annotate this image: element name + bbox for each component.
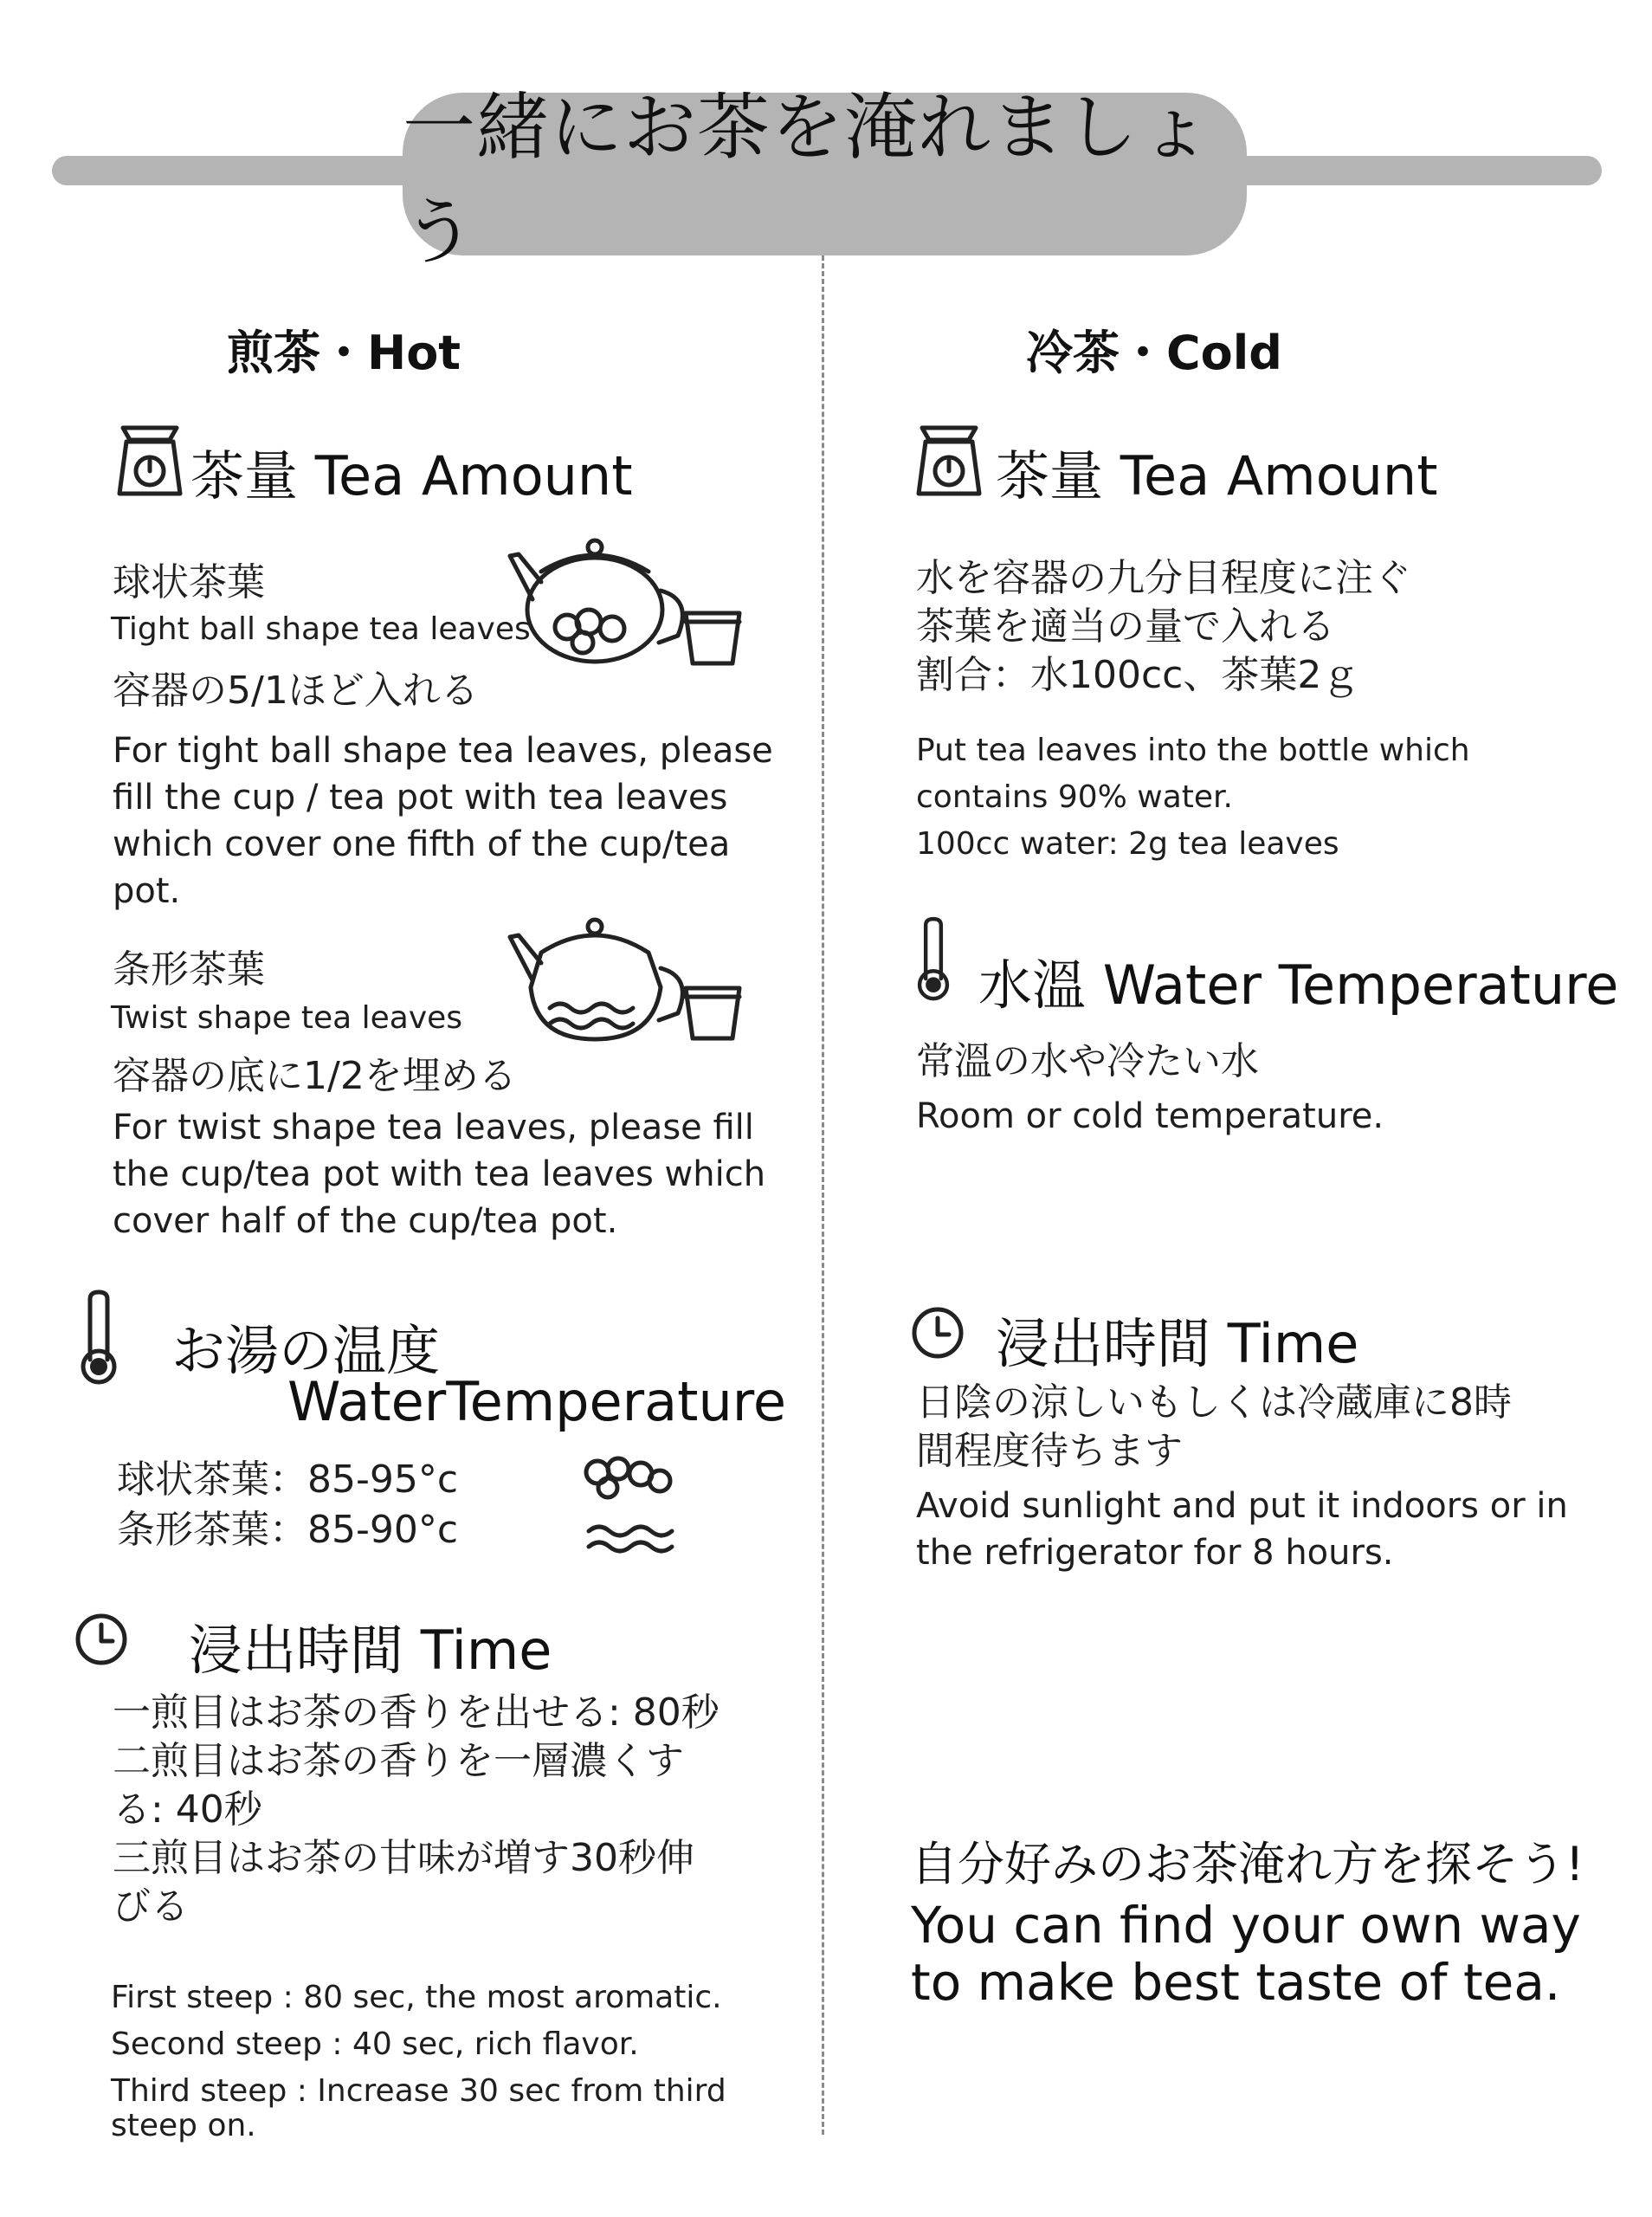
text-line: to make best taste of tea. (911, 1953, 1561, 2012)
text-line: contains 90% water. (916, 779, 1233, 815)
text-line: 割合：水100cc、茶葉2ｇ (916, 653, 1360, 697)
cold-time-en (916, 1483, 1568, 1576)
hot-twist-en-name: Twist shape tea leaves (111, 1000, 463, 1036)
text-line: Second steep : 40 sec, rich flavor. (111, 2026, 639, 2062)
waves-icon (585, 1521, 681, 1555)
hot-ball-jp-name: 球状茶葉 (113, 560, 265, 604)
hot-time-title: 浸出時間 Time (189, 1619, 552, 1682)
text-line: which cover one fifth of the cup/tea (113, 824, 731, 864)
text-line: steep on. (111, 2108, 256, 2143)
column-divider (822, 255, 824, 2135)
teapot-icon (507, 901, 693, 1048)
scale-icon (114, 423, 185, 497)
closing-jp: 自分好みのお茶淹れ方を探そう! (911, 1837, 1584, 1891)
closing-en (911, 1897, 1581, 2011)
tea-balls-icon (582, 1457, 677, 1500)
text-line: る: 40秒 (113, 1787, 262, 1832)
hot-ball-jp-instruction: 容器の5/1ほど入れる (113, 669, 479, 713)
text-line: Put tea leaves into the bottle which (916, 733, 1470, 768)
thermometer-icon (76, 1290, 121, 1386)
hot-ball-en-instruction (113, 727, 773, 915)
text-line: 間程度待ちます (916, 1429, 1183, 1473)
cold-tea-amount-title: 茶量 Tea Amount (996, 444, 1438, 507)
hot-time-jp (113, 1689, 720, 1931)
text-line: 茶葉を適当の量で入れる (916, 604, 1335, 649)
text-line: You can find your own way (911, 1896, 1581, 1955)
text-line: the refrigerator for 8 hours. (916, 1533, 1394, 1573)
page-title-text: 一緒にお茶を淹れましょう (403, 85, 1213, 275)
cold-water-temp-en: Room or cold temperature. (916, 1096, 1384, 1136)
banner-line-left (52, 156, 424, 185)
hot-twist-en-instruction (113, 1104, 765, 1244)
banner-line-right (1221, 156, 1602, 185)
hot-twist-jp-name: 条形茶葉 (113, 947, 265, 992)
text-line: 二煎目はお茶の香りを一層濃くす (113, 1739, 684, 1783)
teapot-icon (507, 530, 693, 669)
clock-icon (74, 1613, 128, 1666)
hot-ball-temp: 球状茶葉：85-95°c (117, 1458, 459, 1502)
page-title (403, 85, 1247, 275)
cold-time-title: 浸出時間 Time (996, 1312, 1359, 1375)
text-line: びる (113, 1884, 189, 1929)
hot-heading: 煎茶・Hot (227, 326, 461, 380)
hot-tea-amount-title: 茶量 Tea Amount (190, 444, 633, 507)
hot-twist-jp-instruction: 容器の底に1/2を埋める (113, 1054, 517, 1098)
text-line: Avoid sunlight and put it indoors or in (916, 1486, 1568, 1526)
hot-water-temp-title-jp: お湯の温度 (171, 1319, 441, 1382)
text-line: pot. (113, 871, 181, 911)
scale-icon (913, 423, 984, 497)
text-line: For twist shape tea leaves, please fill (113, 1108, 754, 1147)
cold-water-temp-jp: 常溫の水や冷たい水 (916, 1039, 1259, 1083)
clock-icon (911, 1306, 965, 1360)
text-line: 日陰の涼しいもしくは冷蔵庫に8時 (916, 1380, 1512, 1425)
cold-heading: 冷茶・Cold (1026, 326, 1282, 380)
hot-water-temp-title-en: WaterTemperature (287, 1370, 787, 1433)
text-line: 100cc water: 2g tea leaves (916, 826, 1339, 862)
hot-time-en (111, 1975, 726, 2149)
cold-water-temp-title: 水溫 Water Temperature (978, 953, 1619, 1017)
hot-twist-temp: 条形茶葉：85-90°c (117, 1508, 459, 1552)
text-line: cover half of the cup/tea pot. (113, 1201, 618, 1241)
cold-tea-amount-jp (916, 554, 1411, 700)
text-line: First steep : 80 sec, the most aromatic. (111, 1980, 722, 2015)
cup-icon (682, 606, 743, 667)
text-line: 水を容器の九分目程度に注ぐ (916, 556, 1411, 600)
text-line: fill the cup / tea pot with tea leaves (113, 778, 728, 818)
text-line: For tight ball shape tea leaves, please (113, 731, 773, 771)
text-line: Third steep : Increase 30 sec from third (111, 2073, 726, 2109)
text-line: the cup/tea pot with tea leaves which (113, 1154, 766, 1194)
cold-time-jp (916, 1379, 1512, 1476)
cold-tea-amount-en (916, 727, 1470, 868)
text-line: 一煎目はお茶の香りを出せる: 80秒 (113, 1690, 720, 1735)
cup-icon (682, 981, 743, 1042)
text-line: 三煎目はお茶の甘味が増す30秒伸 (113, 1836, 694, 1880)
thermometer-icon (913, 916, 953, 1003)
hot-ball-en-name: Tight ball shape tea leaves (111, 611, 531, 647)
